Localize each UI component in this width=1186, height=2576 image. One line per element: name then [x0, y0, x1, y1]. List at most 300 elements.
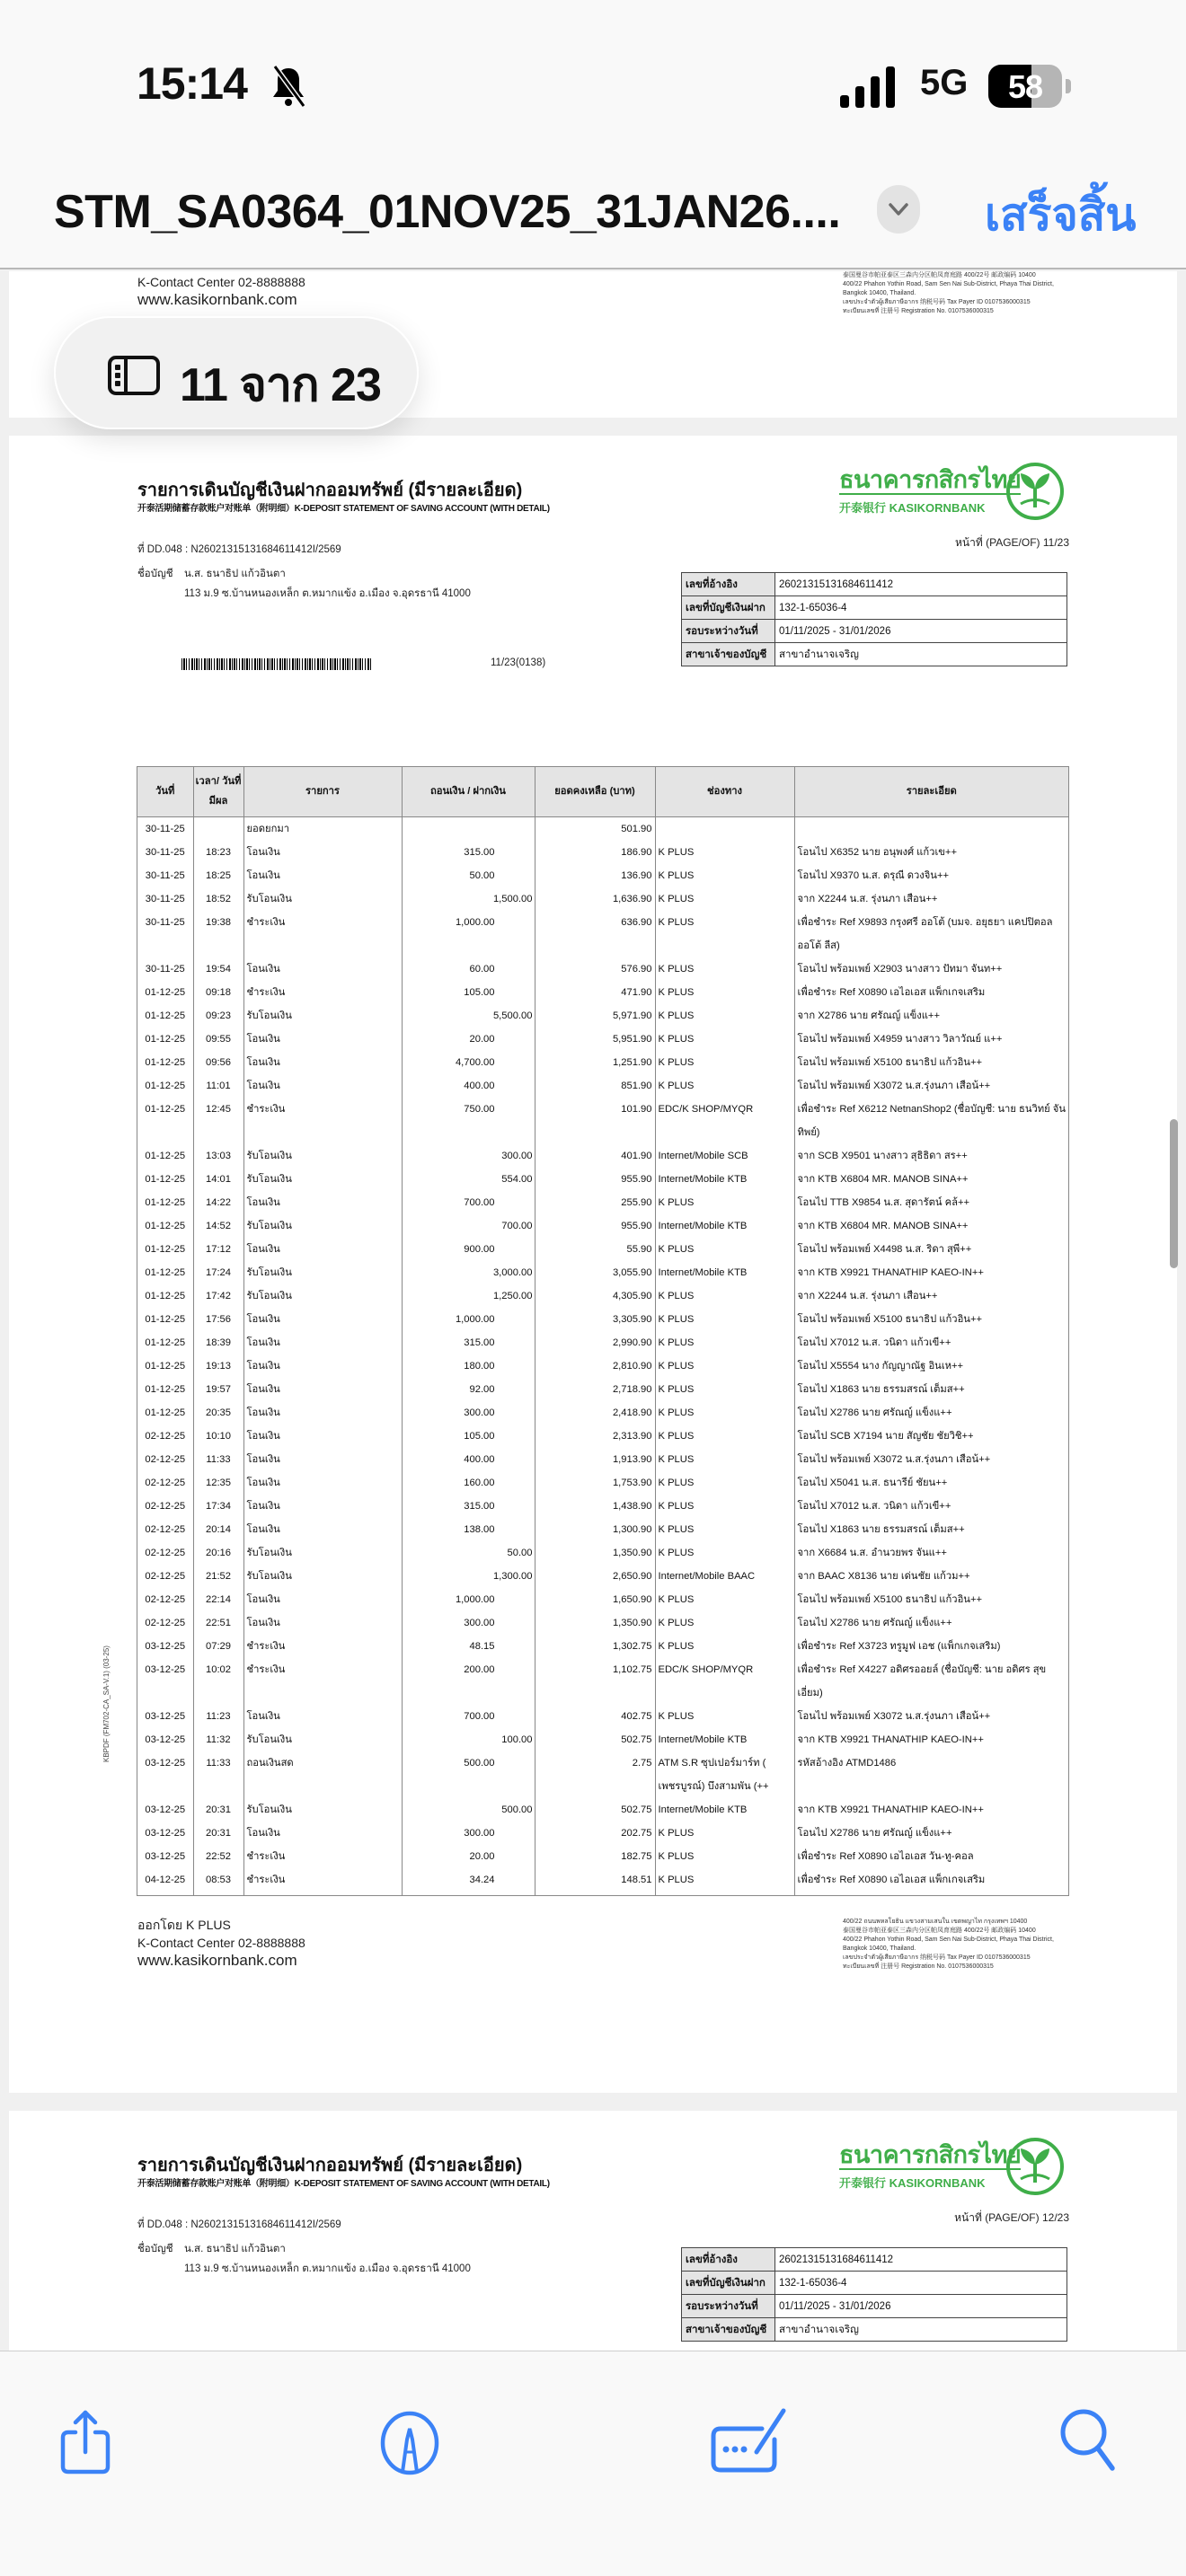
txn-balance: 1,300.90	[535, 1518, 655, 1541]
txn-details: จาก X2786 นาย ศรัณญ์ แข็งแ++	[797, 1010, 940, 1021]
txn-date: 30-11-25	[137, 911, 193, 957]
txn-details: โอนไป พร้อมเพย์ X2903 นางสาว ปัทมา จันท++	[797, 963, 1003, 975]
txn-time: 20:16	[193, 1541, 243, 1565]
table-row	[137, 1565, 1068, 1588]
table-row	[137, 841, 1068, 864]
txn-details: โอนไป พร้อมเพย์ X3072 น.ส.รุ่งนภา เสือน้++	[797, 1080, 991, 1091]
txn-channel: K PLUS	[655, 1705, 794, 1728]
page-indicator-label: 11 จาก 23	[180, 359, 381, 411]
txn-channel: K PLUS	[655, 1028, 794, 1051]
txn-channel: K PLUS	[655, 864, 794, 887]
txn-item: รับโอนเงิน	[243, 1728, 402, 1751]
txn-balance: 1,350.90	[535, 1611, 655, 1635]
chevron-down-icon	[888, 199, 909, 219]
txn-amount: 48.15	[402, 1635, 535, 1658]
table-row	[137, 1331, 1068, 1354]
txn-balance: 3,305.90	[535, 1308, 655, 1331]
txn-channel: K PLUS	[655, 1401, 794, 1425]
col-details: รายละเอียด	[794, 767, 1068, 816]
markup-button[interactable]	[374, 2405, 446, 2477]
txn-item: โอนเงิน	[243, 1401, 402, 1425]
txn-balance: 1,753.90	[535, 1471, 655, 1495]
txn-balance: 202.75	[535, 1822, 655, 1845]
txn-date: 03-12-25	[137, 1658, 193, 1705]
txn-time: 20:14	[193, 1518, 243, 1541]
txn-item: ถอนเงินสด	[243, 1751, 402, 1798]
txn-balance: 1,102.75	[535, 1658, 655, 1705]
txn-details: โอนไป พร้อมเพย์ X3072 น.ส.รุ่งนภา เสือน้++	[797, 1453, 991, 1465]
table-row	[137, 1261, 1068, 1284]
table-row	[137, 887, 1068, 911]
document-title[interactable]: STM_SA0364_01NOV25_31JAN26....	[54, 186, 841, 238]
txn-amount: 34.24	[402, 1868, 535, 1892]
txn-channel: K PLUS	[655, 1611, 794, 1635]
txn-details: โอนไป พร้อมเพย์ X5100 ธนาธิป แก้วอิน++	[797, 1313, 983, 1325]
txn-balance: 1,302.75	[535, 1635, 655, 1658]
txn-details: โอนไป X7012 น.ส. วนิดา แก้วเขี++	[797, 1500, 951, 1512]
kbank-logo-icon	[1006, 463, 1064, 520]
txn-channel: K PLUS	[655, 1635, 794, 1658]
txn-item: โอนเงิน	[243, 1028, 402, 1051]
txn-item: โอนเงิน	[243, 1191, 402, 1214]
txn-date: 03-12-25	[137, 1635, 193, 1658]
table-body	[137, 816, 1068, 1895]
txn-time: 17:56	[193, 1308, 243, 1331]
table-row	[137, 1588, 1068, 1611]
txn-balance: 1,636.90	[535, 887, 655, 911]
info-row: สาขาเจ้าของบัญชี สาขาอำนาจเจริญ	[682, 643, 1067, 666]
txn-channel: K PLUS	[655, 1518, 794, 1541]
txn-date: 01-12-25	[137, 1284, 193, 1308]
table-row	[137, 1004, 1068, 1028]
txn-date: 04-12-25	[137, 1868, 193, 1892]
txn-channel: K PLUS	[655, 1845, 794, 1868]
col-channel: ช่องทาง	[655, 767, 794, 816]
txn-amount: 400.00	[402, 1448, 535, 1471]
txn-details: โอนไป พร้อมเพย์ X4959 นางสาว วิลาวัณย์ แ++	[797, 1033, 1003, 1045]
txn-item: โอนเงิน	[243, 1611, 402, 1635]
page-indicator[interactable]	[54, 316, 419, 429]
txn-time: 18:25	[193, 864, 243, 887]
share-icon	[50, 2405, 122, 2477]
txn-item: โอนเงิน	[243, 957, 402, 981]
document-reference: ที่ DD.048 : N26021315131684611412I/2569	[137, 2219, 341, 2230]
txn-channel: ATM S.R ซุปเปอร์มาร์ท ( เพชรบูรณ์) บึงสามพัน (++	[655, 1751, 794, 1798]
txn-channel: K PLUS	[655, 1495, 794, 1518]
txn-amount	[402, 816, 535, 841]
page-footer-address: 400/22 ถนนพหลโยธิน แขวงสามเสนใน เขตพญาไท กรุงเทพฯ 10400 泰国曼谷市帕亚泰区三森内分区帕凤育庭路 400/22号 邮政编码 10400 400/22 Phahon Yothin Road, Sam Sen Nai Sub-District, Phaya Thai District, Bangkok 10400, Thailand. เลขประจำตัวผู้เสียภาษีอากร 纳税号码 Tax Payer ID 0107536000315 ทะเบียนเลขที่ 注册号 Registration No. 0107536000315	[843, 1919, 1054, 1970]
txn-details: โอนไป X5041 น.ส. ธนารีย์ ชัยน++	[797, 1477, 948, 1488]
footer-contact: K-Contact Center 02-8888888	[137, 1936, 305, 1950]
txn-date: 01-12-25	[137, 1168, 193, 1191]
txn-time: 10:10	[193, 1425, 243, 1448]
txn-time: 17:24	[193, 1261, 243, 1284]
txn-item: รับโอนเงิน	[243, 1261, 402, 1284]
page-footer-left	[137, 1916, 305, 1970]
txn-item: โอนเงิน	[243, 1822, 402, 1845]
txn-channel: K PLUS	[655, 841, 794, 864]
txn-amount: 554.00	[402, 1168, 535, 1191]
txn-item: รับโอนเงิน	[243, 887, 402, 911]
txn-item: โอนเงิน	[243, 1354, 402, 1378]
txn-time: 13:03	[193, 1144, 243, 1168]
fill-and-sign-icon	[706, 2405, 796, 2477]
txn-date: 02-12-25	[137, 1425, 193, 1448]
txn-time: 14:22	[193, 1191, 243, 1214]
txn-channel: Internet/Mobile SCB	[655, 1144, 794, 1168]
txn-amount: 750.00	[402, 1098, 535, 1144]
txn-channel: K PLUS	[655, 1191, 794, 1214]
txn-balance: 182.75	[535, 1845, 655, 1868]
txn-item: โอนเงิน	[243, 1378, 402, 1401]
txn-channel: K PLUS	[655, 911, 794, 957]
table-row	[137, 1238, 1068, 1261]
txn-details: เพื่อชำระ Ref X0890 เอไอเอส วัน-ทู-คอล	[797, 1850, 974, 1862]
network-type: 5G	[920, 63, 969, 102]
table-row	[137, 1214, 1068, 1238]
txn-date: 01-12-25	[137, 981, 193, 1004]
txn-item: โอนเงิน	[243, 1588, 402, 1611]
info-row: เลขที่บัญชีเงินฝาก 132-1-65036-4	[682, 2272, 1067, 2295]
col-time: เวลา/ วันที่มีผล	[193, 767, 243, 816]
battery-icon	[988, 65, 1062, 108]
done-button[interactable]: เสร็จสิ้น	[985, 190, 1137, 240]
txn-item: ชำระเงิน	[243, 981, 402, 1004]
txn-balance: 1,913.90	[535, 1448, 655, 1471]
table-row	[137, 1635, 1068, 1658]
share-button[interactable]	[50, 2405, 122, 2477]
battery-tip	[1066, 79, 1071, 93]
txn-channel: K PLUS	[655, 1378, 794, 1401]
txn-item: โอนเงิน	[243, 1308, 402, 1331]
txn-time: 18:52	[193, 887, 243, 911]
txn-channel: K PLUS	[655, 1051, 794, 1074]
txn-balance: 502.75	[535, 1728, 655, 1751]
txn-date: 02-12-25	[137, 1518, 193, 1541]
txn-date: 01-12-25	[137, 1214, 193, 1238]
txn-item: รับโอนเงิน	[243, 1168, 402, 1191]
account-name: น.ส. ธนาธิป แก้วอินตา	[184, 2244, 286, 2254]
txn-channel: K PLUS	[655, 1284, 794, 1308]
txn-amount: 20.00	[402, 1028, 535, 1051]
account-name: น.ส. ธนาธิป แก้วอินตา	[184, 569, 286, 579]
txn-channel: K PLUS	[655, 1074, 794, 1098]
clock: 15:14	[137, 58, 247, 109]
bank-name-en: 开泰银行 KASIKORNBANK	[839, 501, 986, 515]
txn-item: โอนเงิน	[243, 1331, 402, 1354]
txn-balance: 576.90	[535, 957, 655, 981]
title-menu-button[interactable]	[877, 185, 920, 234]
txn-details: เพื่อชำระ Ref X9893 กรุงศรี ออโต้ (บมจ. อยุธยา แคปปิตอล ออโต้ ลีส)	[797, 916, 1053, 951]
txn-balance: 1,350.90	[535, 1541, 655, 1565]
txn-item: โอนเงิน	[243, 1705, 402, 1728]
txn-time: 11:32	[193, 1728, 243, 1751]
txn-channel	[655, 816, 794, 841]
txn-time: 09:56	[193, 1051, 243, 1074]
txn-date: 01-12-25	[137, 1004, 193, 1028]
txn-date: 01-12-25	[137, 1331, 193, 1354]
txn-date: 02-12-25	[137, 1541, 193, 1565]
txn-balance: 501.90	[535, 816, 655, 841]
txn-date: 01-12-25	[137, 1261, 193, 1284]
table-row	[137, 1705, 1068, 1728]
txn-time: 07:29	[193, 1635, 243, 1658]
txn-amount: 180.00	[402, 1354, 535, 1378]
txn-details: โอนไป พร้อมเพย์ X5100 ธนาธิป แก้วอิน++	[797, 1593, 983, 1605]
info-row: เลขที่บัญชีเงินฝาก 132-1-65036-4	[682, 596, 1067, 620]
txn-time: 11:33	[193, 1448, 243, 1471]
txn-date: 01-12-25	[137, 1098, 193, 1144]
table-row	[137, 1751, 1068, 1798]
txn-channel: K PLUS	[655, 1004, 794, 1028]
txn-item: โอนเงิน	[243, 1238, 402, 1261]
txn-item: โอนเงิน	[243, 1074, 402, 1098]
txn-amount: 315.00	[402, 841, 535, 864]
txn-amount: 500.00	[402, 1798, 535, 1822]
txn-channel: K PLUS	[655, 1238, 794, 1261]
status-bar	[0, 0, 1186, 153]
txn-balance: 148.51	[535, 1868, 655, 1892]
txn-channel: K PLUS	[655, 1354, 794, 1378]
info-row: รอบระหว่างวันที่ 01/11/2025 - 31/01/2026	[682, 620, 1067, 643]
statement-title-th: รายการเดินบัญชีเงินฝากออมทรัพย์ (มีรายละเอียด)	[137, 481, 523, 500]
txn-amount: 700.00	[402, 1191, 535, 1214]
txn-balance: 955.90	[535, 1214, 655, 1238]
txn-channel: EDC/K SHOP/MYQR	[655, 1658, 794, 1705]
txn-details: จาก KTB X6804 MR. MANOB SINA++	[797, 1220, 969, 1231]
bell-slash-icon	[270, 63, 307, 110]
txn-channel: EDC/K SHOP/MYQR	[655, 1098, 794, 1144]
barcode	[181, 658, 372, 670]
account-address: 113 ม.9 ซ.บ้านหนองเหล็ก ต.หมากแข้ง อ.เมือง จ.อุดรธานี 41000	[184, 588, 471, 599]
txn-balance: 1,438.90	[535, 1495, 655, 1518]
txn-item: โอนเงิน	[243, 1518, 402, 1541]
table-row	[137, 981, 1068, 1004]
search-icon	[1053, 2405, 1125, 2477]
txn-date: 03-12-25	[137, 1798, 193, 1822]
markup-pen-icon	[374, 2405, 446, 2477]
vertical-scrollbar[interactable]	[1170, 1119, 1178, 1268]
txn-details: เพื่อชำระ Ref X0890 เอไอเอส แพ็กเกจเสริม	[797, 986, 986, 998]
txn-item: ยอดยกมา	[243, 816, 402, 841]
txn-date: 02-12-25	[137, 1565, 193, 1588]
txn-channel: Internet/Mobile KTB	[655, 1798, 794, 1822]
txn-amount: 1,250.00	[402, 1284, 535, 1308]
fill-sign-button[interactable]	[706, 2405, 778, 2477]
table-row	[137, 1822, 1068, 1845]
txn-balance: 4,305.90	[535, 1284, 655, 1308]
txn-amount: 92.00	[402, 1378, 535, 1401]
info-row: เลขที่อ้างอิง 26021315131684611412	[682, 2248, 1067, 2272]
txn-balance: 101.90	[535, 1098, 655, 1144]
txn-balance: 1,251.90	[535, 1051, 655, 1074]
battery-level: 58	[1007, 68, 1043, 105]
txn-time: 11:33	[193, 1751, 243, 1798]
txn-details: โอนไป X1863 นาย ธรรมสรณ์ เต็มส++	[797, 1383, 965, 1395]
txn-balance: 136.90	[535, 864, 655, 887]
footer-contact: K-Contact Center 02-8888888	[137, 275, 305, 289]
txn-channel: K PLUS	[655, 1331, 794, 1354]
txn-amount: 300.00	[402, 1144, 535, 1168]
txn-date: 01-12-25	[137, 1028, 193, 1051]
txn-item: รับโอนเงิน	[243, 1214, 402, 1238]
txn-amount: 105.00	[402, 981, 535, 1004]
txn-item: ชำระเงิน	[243, 1658, 402, 1705]
barcode-number: 11/23(0138)	[491, 657, 546, 668]
txn-channel: Internet/Mobile KTB	[655, 1261, 794, 1284]
search-button[interactable]	[1053, 2405, 1125, 2477]
txn-details: โอนไป พร้อมเพย์ X4498 น.ส. ริดา สุพี++	[797, 1243, 972, 1255]
txn-item: โอนเงิน	[243, 1448, 402, 1471]
txn-balance: 2,313.90	[535, 1425, 655, 1448]
txn-item: ชำระเงิน	[243, 911, 402, 957]
txn-balance: 502.75	[535, 1798, 655, 1822]
account-info-table	[681, 2247, 1067, 2342]
table-row	[137, 1798, 1068, 1822]
table-row	[137, 1541, 1068, 1565]
txn-date: 30-11-25	[137, 816, 193, 841]
txn-time: 22:52	[193, 1845, 243, 1868]
txn-balance: 5,951.90	[535, 1028, 655, 1051]
txn-balance: 471.90	[535, 981, 655, 1004]
txn-details	[794, 816, 1068, 841]
txn-details: โอนไป X5554 นาง กัญญาณัฐ อินเห++	[797, 1360, 964, 1372]
txn-details: จาก X2244 น.ส. รุ่งนภา เสือน++	[797, 893, 938, 904]
table-row	[137, 1495, 1068, 1518]
txn-details: จาก KTB X9921 THANATHIP KAEO-IN++	[797, 1266, 984, 1278]
txn-date: 01-12-25	[137, 1144, 193, 1168]
txn-time: 14:01	[193, 1168, 243, 1191]
table-row	[137, 1471, 1068, 1495]
txn-channel: K PLUS	[655, 887, 794, 911]
txn-balance: 2,990.90	[535, 1331, 655, 1354]
txn-date: 02-12-25	[137, 1611, 193, 1635]
txn-details: โอนไป X2786 นาย ศรัณญ์ แข็งแ++	[797, 1617, 952, 1628]
txn-amount: 50.00	[402, 1541, 535, 1565]
txn-date: 02-12-25	[137, 1448, 193, 1471]
txn-time: 19:38	[193, 911, 243, 957]
footer-website[interactable]: www.kasikornbank.com	[137, 1952, 297, 1969]
txn-details: เพื่อชำระ Ref X0890 เอไอเอส แพ็กเกจเสริม	[797, 1874, 986, 1885]
txn-details: จาก KTB X9921 THANATHIP KAEO-IN++	[797, 1804, 984, 1815]
txn-date: 01-12-25	[137, 1401, 193, 1425]
footer-website[interactable]: www.kasikornbank.com	[137, 291, 297, 308]
txn-channel: K PLUS	[655, 1471, 794, 1495]
txn-time: 14:52	[193, 1214, 243, 1238]
txn-time: 20:31	[193, 1798, 243, 1822]
txn-time: 17:42	[193, 1284, 243, 1308]
bank-name-th: ธนาคารกสิกรไทย	[839, 466, 1022, 493]
txn-item: ชำระเงิน	[243, 1845, 402, 1868]
txn-balance: 2,810.90	[535, 1354, 655, 1378]
txn-date: 01-12-25	[137, 1074, 193, 1098]
txn-details: โอนไป X9370 น.ส. ดรุณี ดวงจิน++	[797, 869, 950, 881]
bank-name-th: ธนาคารกสิกรไทย	[839, 2141, 1022, 2168]
txn-date: 30-11-25	[137, 957, 193, 981]
txn-channel: Internet/Mobile KTB	[655, 1214, 794, 1238]
txn-details: จาก KTB X9921 THANATHIP KAEO-IN++	[797, 1734, 984, 1745]
txn-channel: K PLUS	[655, 957, 794, 981]
txn-time: 17:12	[193, 1238, 243, 1261]
table-header-row	[137, 767, 1068, 816]
txn-time: 12:35	[193, 1471, 243, 1495]
statement-title-en: 开泰活期储蓄存款账户对账单（附明细）K-DEPOSIT STATEMENT OF SAVING ACCOUNT (WITH DETAIL)	[137, 504, 550, 514]
footer-issued-by: ออกโดย K PLUS	[137, 1918, 231, 1932]
txn-amount: 60.00	[402, 957, 535, 981]
form-code: KBPDF (FM702-CA_SA-V.1) (03-25)	[102, 1645, 111, 1762]
txn-time: 22:14	[193, 1588, 243, 1611]
txn-time: 08:53	[193, 1868, 243, 1892]
txn-amount: 1,300.00	[402, 1565, 535, 1588]
txn-item: โอนเงิน	[243, 1425, 402, 1448]
pdf-viewport[interactable]	[0, 271, 1186, 2351]
txn-channel: K PLUS	[655, 981, 794, 1004]
transactions-table	[137, 766, 1069, 1896]
txn-time: 09:18	[193, 981, 243, 1004]
txn-balance: 255.90	[535, 1191, 655, 1214]
txn-item: ชำระเงิน	[243, 1868, 402, 1892]
txn-channel: Internet/Mobile BAAC	[655, 1565, 794, 1588]
table-row	[137, 1448, 1068, 1471]
txn-details: จาก X6684 น.ส. อำนวยพร จันแ++	[797, 1547, 947, 1558]
table-row	[137, 1658, 1068, 1705]
txn-time: 10:02	[193, 1658, 243, 1705]
txn-date: 01-12-25	[137, 1354, 193, 1378]
table-row	[137, 1868, 1068, 1892]
table-row	[137, 1845, 1068, 1868]
txn-details: เพื่อชำระ Ref X4227 อดิศรออยล์ (ชื่อบัญชี: นาย อดิศร สุขเอี่ยม)	[797, 1663, 1047, 1698]
txn-amount: 700.00	[402, 1214, 535, 1238]
txn-time: 19:54	[193, 957, 243, 981]
info-row: สาขาเจ้าของบัญชี สาขาอำนาจเจริญ	[682, 2318, 1067, 2342]
table-row	[137, 1518, 1068, 1541]
sidebar-thumbnails-icon	[108, 356, 160, 395]
table-row	[137, 1191, 1068, 1214]
account-address: 113 ม.9 ซ.บ้านหนองเหล็ก ต.หมากแข้ง อ.เมือง จ.อุดรธานี 41000	[184, 2263, 471, 2274]
txn-details: เพื่อชำระ Ref X6212 NetnanShop2 (ชื่อบัญชี: นาย ธนวิทย์ จันทิพย์)	[797, 1103, 1067, 1138]
txn-channel: K PLUS	[655, 1822, 794, 1845]
txn-date: 03-12-25	[137, 1705, 193, 1728]
table-row	[137, 1028, 1068, 1051]
txn-balance: 955.90	[535, 1168, 655, 1191]
txn-details: จาก X2244 น.ส. รุ่งนภา เสือน++	[797, 1290, 938, 1301]
table-row	[137, 1074, 1068, 1098]
txn-balance: 636.90	[535, 911, 655, 957]
txn-balance: 2,718.90	[535, 1378, 655, 1401]
txn-date: 03-12-25	[137, 1751, 193, 1798]
txn-item: รับโอนเงิน	[243, 1144, 402, 1168]
table-row	[137, 1051, 1068, 1074]
txn-amount: 300.00	[402, 1611, 535, 1635]
txn-details: โอนไป X7012 น.ส. วนิดา แก้วเขี++	[797, 1337, 951, 1348]
table-row	[137, 1144, 1068, 1168]
table-row	[137, 1611, 1068, 1635]
page-footer-left	[137, 273, 305, 309]
txn-details: โอนไป SCB X7194 นาย สัญชัย ชัยวิชิ++	[797, 1430, 974, 1442]
bank-name-en: 开泰银行 KASIKORNBANK	[839, 2176, 986, 2190]
txn-date: 30-11-25	[137, 864, 193, 887]
txn-balance: 3,055.90	[535, 1261, 655, 1284]
txn-amount: 138.00	[402, 1518, 535, 1541]
txn-item: ชำระเงิน	[243, 1098, 402, 1144]
table-row	[137, 957, 1068, 981]
bottom-toolbar	[0, 2351, 1186, 2576]
txn-time: 22:51	[193, 1611, 243, 1635]
txn-details: เพื่อชำระ Ref X3723 ทรูมูฟ เอช (แพ็กเกจเสริม)	[797, 1640, 1001, 1652]
txn-date: 02-12-25	[137, 1495, 193, 1518]
txn-details: โอนไป TTB X9854 น.ส. สุดารัตน์ คล้++	[797, 1196, 970, 1208]
txn-amount: 1,500.00	[402, 887, 535, 911]
